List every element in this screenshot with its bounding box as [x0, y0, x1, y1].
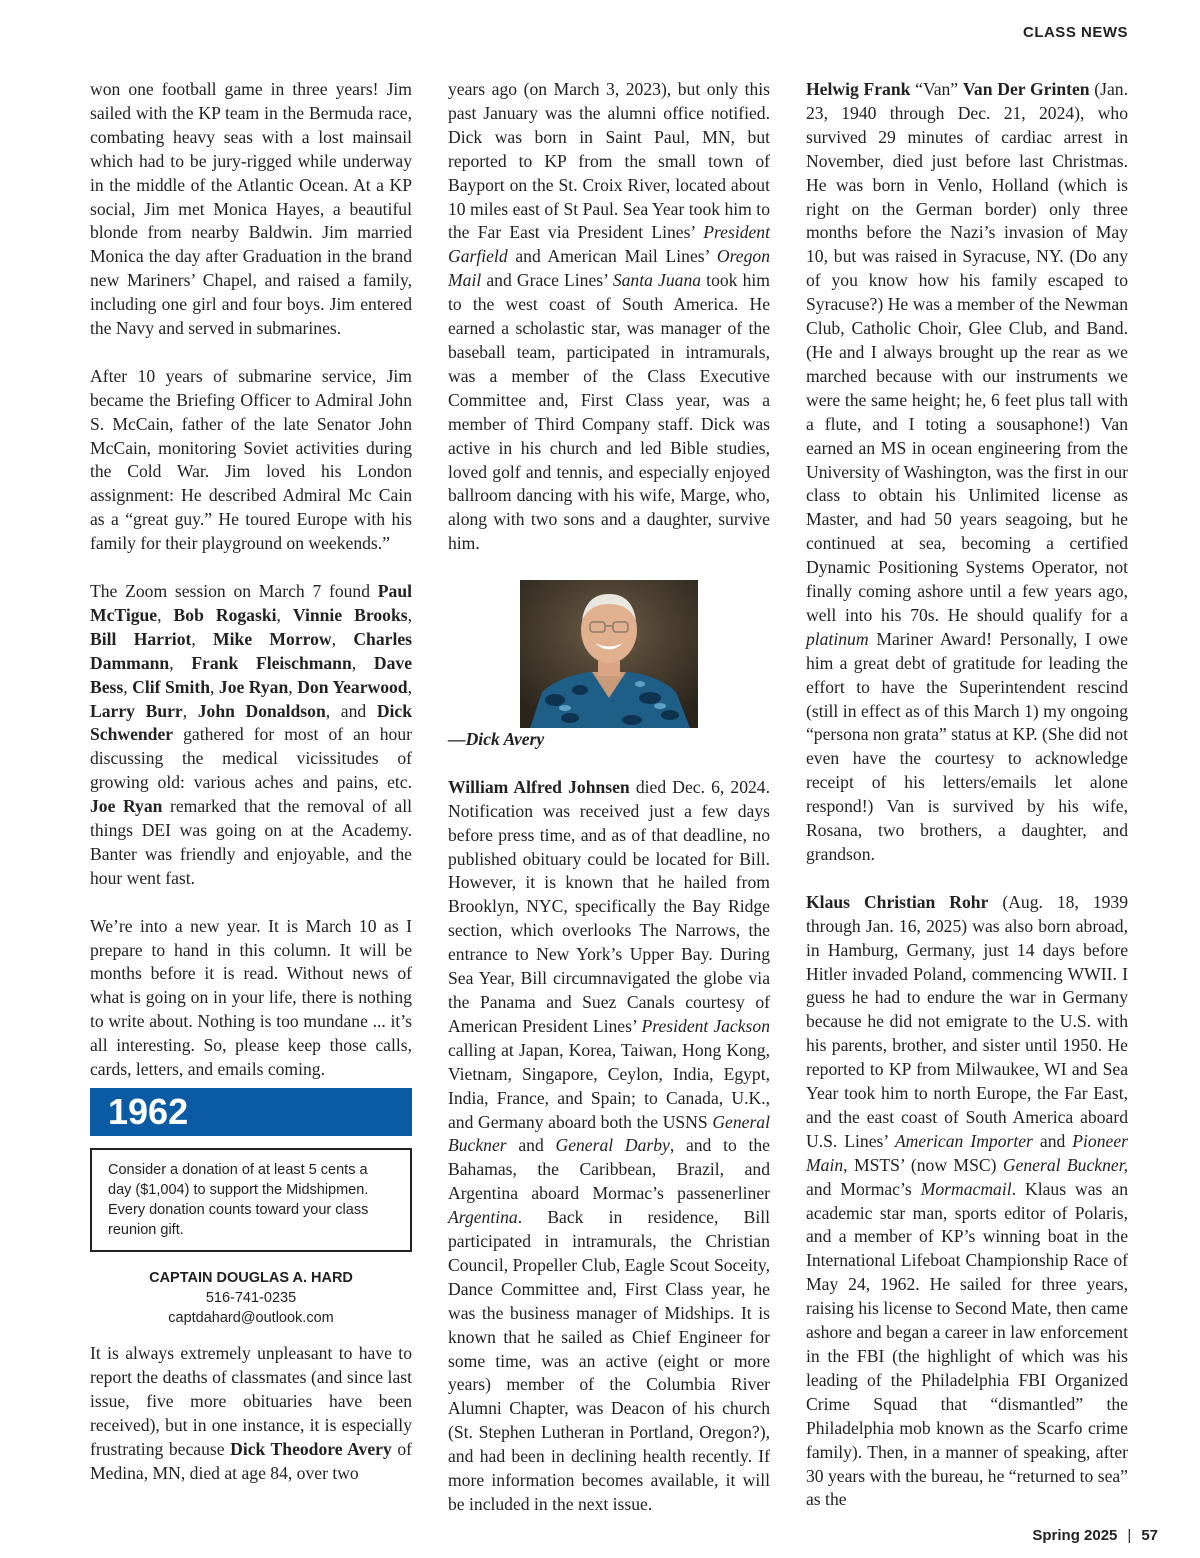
page-footer: [1032, 1527, 1158, 1544]
page-number: 57: [1141, 1527, 1158, 1544]
article-paragraph: won one football game in three years! Jim sailed with the KP team in the Bermuda race, combating heavy seas with a lost mainsail which had to be jury-rigged while underway in the middle of the Atlantic Ocean. At a KP social, Jim met Monica Hayes, a beautiful blonde from nearby Baldwin. Jim married Monica the day after Graduation in the brand new Mariners’ Chapel, and raised a family, including one girl and four boys. Jim entered the Navy and served in submarines.: [90, 79, 412, 339]
article-paragraph: William Alfred Johnsen died Dec. 6, 2024. Notification was received just a few days before press time, and as of that deadline, no published obituary could be located for Bill. However, it is known that he hailed from Brooklyn, NYC, specifically the Bay Ridge section, which overlooks The Narrows, the entrance to New York’s Upper Bay. During Sea Year, Bill circumnavigated the globe via the Panama and Suez Canals courtesy of American President Lines’ President Jackson calling at Japan, Korea, Taiwan, Hong Kong, Vietnam, Singapore, Ceylon, India, Egypt, India, France, and Spain; to Canada, U.K., and Germany aboard both the USNS General Buckner and General Darby, and to the Bahamas, the Caribbean, Brazil, and Argentina aboard Mormac’s passenerliner Argentina. Back in residence, Bill participated in intramurals, the Christian Council, Propeller Club, Eagle Scout Soceity, Dance Committee and, First Class year, he was the business manager of Midships. It is known that he sailed as Chief Engineer for some time, was an active (eight or more years) member of the Columbia River Alumni Chapter, was Deacon of his church (St. Stephen Lutheran in Portland, Oregon?), and had been in declining health recently. If more information becomes available, it will be included in the next issue.: [448, 776, 770, 1514]
column-2: [448, 78, 770, 1517]
article-paragraph: It is always extremely unpleasant to have to report the deaths of classmates (and since last issue, five more obituaries have been received), but in one instance, it is especially frustrating because Dick Theodore Avery of Medina, MN, died at age 84, over two: [90, 1343, 412, 1483]
column-3: [806, 78, 1128, 1512]
article-paragraph: Helwig Frank “Van” Van Der Grinten (Jan. 23, 1940 through Dec. 21, 2024), who survived 29 minutes of cardiac arrest in November, died just before last Christmas. He was born in Venlo, Holland (which is right on the German border) only three months before the Nazi’s invasion of May 10, but was raised in Syracuse, NY. (Do any of you know how his family escaped to Syracuse?) He was a member of the Newman Club, Catholic Choir, Glee Club, and Band. (He and I always brought up the rear as we marched because with our instruments we were the same height; he, 6 feet plus tall with a flute, and I toting a sousaphone!) Van earned an MS in ocean engineering from the University of Washington, was the first in our class to obtain his Unlimited license as Master, and had 50 years seagoing, but he continued at sea, becoming a certified Dynamic Positioning Systems Operator, not finally coming ashore until a few years ago, well into his 70s. He should qualify for a platinum Mariner Award! Personally, I owe him a great debt of gratitude for leading the effort to have the Superintendent rescind (still in effect as of this March 1) my ongoing “persona non grata” status at KP. (She did not even have the courtesy to acknowledge receipt of his letters/emails let alone respond!) Van is survived by his wife, Rosana, two brothers, a daughter, and grandson.: [806, 79, 1129, 864]
issue-label: Spring 2025: [1032, 1527, 1118, 1544]
contact-email[interactable]: captdahard@outlook.com: [168, 1310, 334, 1327]
article-paragraph: Klaus Christian Rohr (Aug. 18, 1939 through Jan. 16, 2025) was also born abroad, in Hamburg, Germany, just 14 days before Hitler invaded Poland, commencing WWII. I guess he had to endure the war in Germany because he did not emigrate to the U.S. with his parents, brother, and sister until 1950. He reported to KP from Milwaukee, WI and Sea Year took him to north Europe, the Far East, and the east coast of South America aboard U.S. Lines’ American Importer and Pioneer Main, MSTS’ (now MSC) General Buckner, and Mormac’s Mormacmail. Klaus was an academic star man, sports editor of Polaris, and a member of KP’s winning boat in the International Lifeboat Championship Race of May 24, 1962. He sailed for three years, raising his license to Second Mate, then came ashore and began a career in law enforcement in the FBI (the highlight of which was his leading of the Philadelphia FBI Organized Crime Squad that “dismantled” the Philadelphia mob known as the Scarfo crime family). Then, in a manner of speaking, after 30 years with the bureau, he “returned to sea” as the: [806, 891, 1129, 1510]
contact-phone: 516-741-0235: [205, 1290, 297, 1307]
contact-name: CAPTAIN DOUGLAS A. HARD: [149, 1270, 353, 1287]
article-paragraph: After 10 years of submarine service, Jim became the Briefing Officer to Admiral John S. McCain, father of the late Senator John McCain, monitoring Soviet activities during the Cold War. Jim loved his London assignment: He described Admiral Mc Cain as a “great guy.” He toured Europe with his family for their playground on weekends.”: [90, 365, 412, 554]
footer-separator: |: [1127, 1527, 1132, 1544]
photo-caption-signature: —Dick Avery: [448, 729, 545, 750]
donation-notice: Consider a donation of at least 5 cents a day ($1,004) to support the Midshipmen. Every donation counts toward your class reunion gift.: [90, 1148, 412, 1252]
class-year-banner: 1962: [90, 1088, 412, 1136]
column-1: [90, 78, 412, 1485]
article-paragraph: years ago (on March 3, 2023), but only this past January was the alumni office notified. Dick was born in Saint Paul, MN, but reported to KP from the small town of Bayport on the St. Croix River, located about 10 miles east of St Paul. Sea Year took him to the Far East via President Lines’ President Garfield and American Mail Lines’ Oregon Mail and Grace Lines’ Santa Juana took him to the west coast of South America. He earned a scholastic star, was manager of the baseball team, participated in intramurals, was a member of the Class Executive Committee and, First Class year, was a member of Third Company staff. Dick was active in his church and led Bible studies, loved golf and tennis, and especially enjoyed ballroom dancing with his wife, Marge, who, along with two sons and a daughter, survive him.: [448, 79, 770, 554]
section-header: CLASS NEWS: [1022, 24, 1128, 41]
article-paragraph: The Zoom session on March 7 found Paul McTigue, Bob Rogaski, Vinnie Brooks, Bill Harriot, Mike Morrow, Charles Dammann, Frank Fleischmann, Dave Bess, Clif Smith, Joe Ryan, Don Yearwood, Larry Burr, John Donaldson, and Dick Schwender gathered for most of an hour discussing the medical vicissitudes of growing old: various aches and pains, etc. Joe Ryan remarked that the removal of all things DEI was going on at the Academy. Banter was friendly and enjoyable, and the hour went fast.: [90, 581, 413, 888]
class-contact: [90, 1268, 412, 1328]
article-paragraph: We’re into a new year. It is March 10 as I prepare to hand in this column. It will be months before it is read. Without news of what is going on in your life, there is nothing to write about. Nothing is too mundane ... it’s all interesting. So, please keep those calls, cards, letters, and emails coming.: [90, 915, 412, 1080]
portrait-photo: [520, 580, 698, 728]
portrait-illustration: [520, 580, 698, 728]
